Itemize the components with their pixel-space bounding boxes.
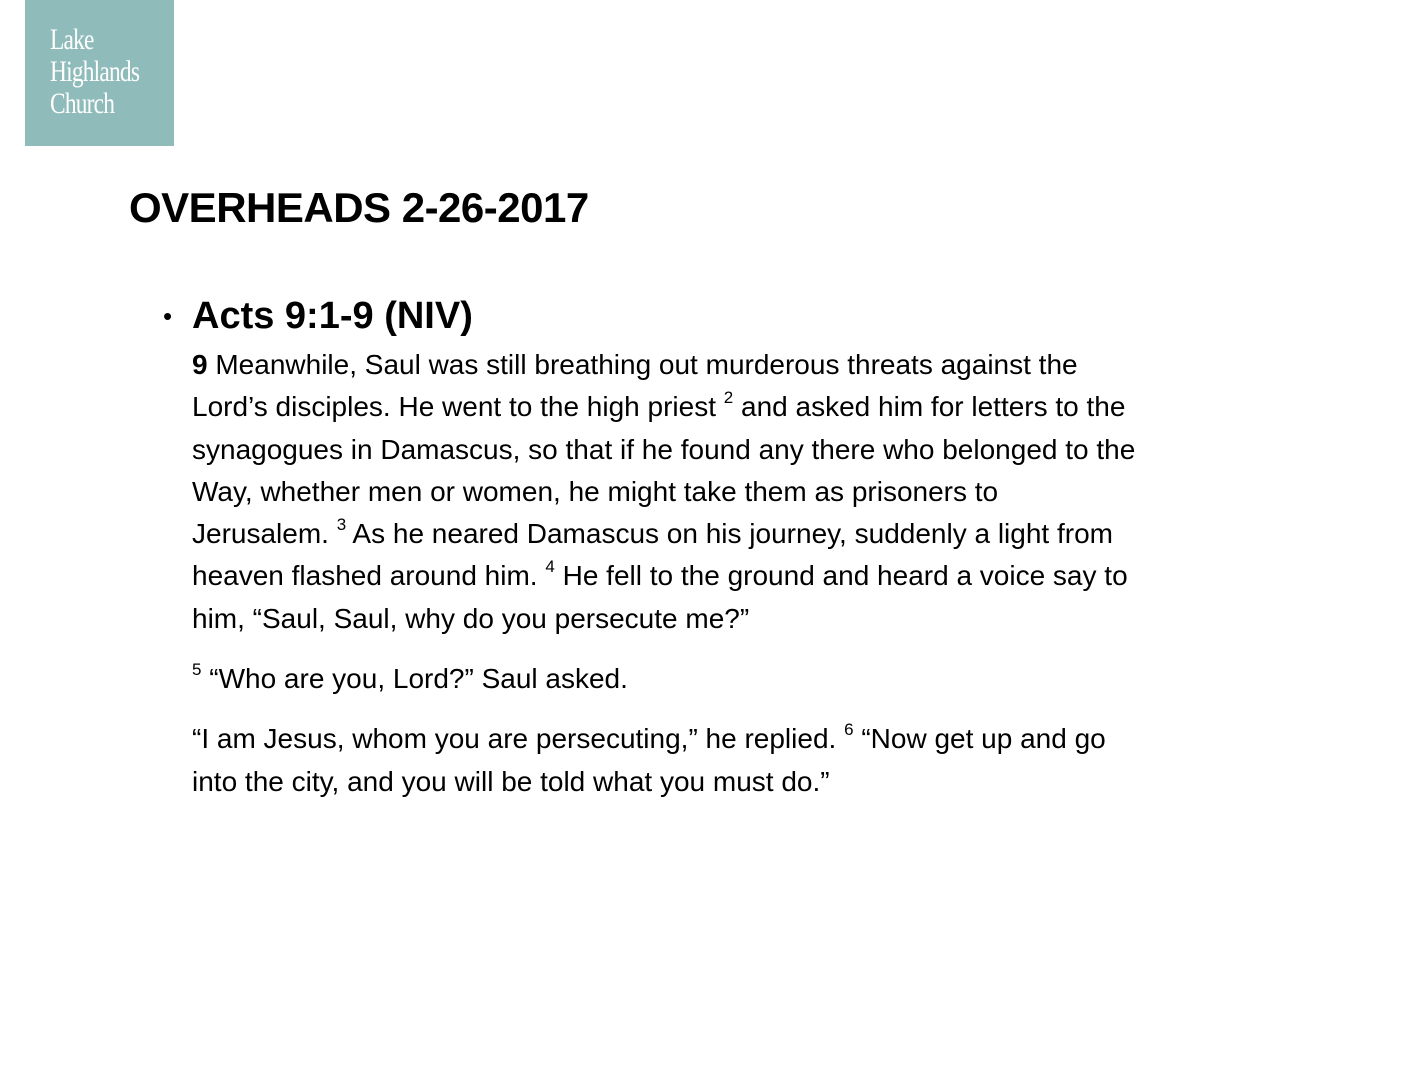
passage-line — [192, 658, 1292, 700]
passage-line — [192, 555, 1292, 597]
passage-line — [192, 344, 1292, 386]
verse-number: 4 — [545, 557, 555, 577]
passage-line — [192, 386, 1292, 428]
passage-line — [192, 513, 1292, 555]
passage-line: synagogues in Damascus, so that if he found any there who belonged to the — [192, 433, 1136, 465]
passage-text: heaven flashed around him. — [192, 560, 546, 592]
passage-text: He fell to the ground and heard a voice say to — [554, 560, 1128, 592]
verse-number: 9 — [192, 349, 208, 380]
verse-number: 6 — [844, 720, 854, 740]
passage-text: Meanwhile, Saul was still breathing out murderous threats against the — [207, 349, 1078, 380]
logo-line-lake: Lake — [50, 23, 94, 56]
passage-text: and asked him for letters to the — [733, 391, 1126, 423]
passage-text: “I am Jesus, whom you are persecuting,” he replied. — [192, 723, 845, 755]
scripture-passage — [192, 344, 1292, 803]
paragraph-gap — [192, 700, 1292, 718]
bullet-icon: • — [163, 301, 173, 331]
paragraph-gap — [192, 640, 1292, 658]
verse-number: 2 — [723, 388, 734, 408]
logo-line-highlands: Highlands — [50, 55, 140, 88]
scripture-heading: Acts 9:1-9 (NIV) — [192, 295, 473, 337]
passage-text: Jerusalem. — [192, 518, 337, 550]
church-logo — [25, 0, 174, 146]
passage-line: him, “Saul, Saul, why do you persecute me?” — [192, 602, 750, 634]
passage-text: As he neared Damascus on his journey, suddenly a light from — [346, 518, 1113, 550]
page-title: OVERHEADS 2-26-2017 — [129, 184, 589, 231]
passage-text: “Now get up and go — [853, 723, 1106, 755]
verse-number: 3 — [336, 515, 347, 535]
passage-text: Lord’s disciples. He went to the high priest — [192, 391, 724, 423]
passage-line: Way, whether men or women, he might take them as prisoners to — [192, 475, 999, 507]
verse-number: 5 — [192, 660, 202, 680]
passage-text: “Who are you, Lord?” Saul asked. — [201, 663, 628, 695]
logo-line-church: Church — [50, 87, 115, 120]
passage-line: into the city, and you will be told what you must do.” — [192, 765, 830, 797]
passage-line — [192, 718, 1292, 760]
